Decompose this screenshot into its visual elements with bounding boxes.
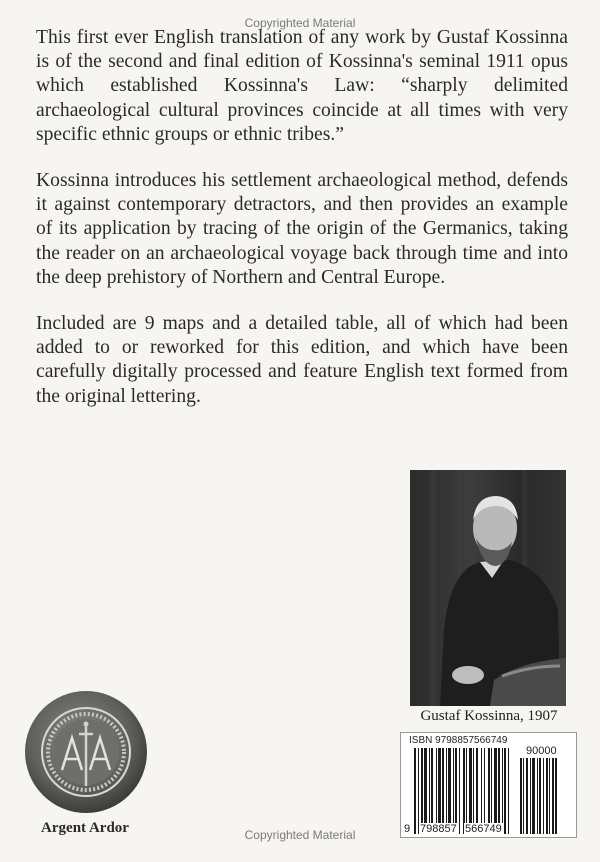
- addon-bars: [520, 758, 557, 834]
- portrait-figure-icon: [410, 470, 566, 706]
- publisher-logo: [24, 690, 148, 814]
- author-portrait: [410, 470, 566, 706]
- publisher-name: Argent Ardor: [41, 820, 129, 836]
- price-addon-code: 90000: [526, 745, 557, 757]
- copyright-watermark-bottom: Copyrighted Material: [244, 828, 356, 842]
- copyright-watermark-top: Copyrighted Material: [244, 16, 356, 30]
- portrait-photo: [410, 470, 566, 706]
- blurb-paragraph-1: This first ever English translation of any work by Gustaf Kossinna is of the second and final edition of Kossinna's seminal 1911 opus which established Kossinna's Law: “sharply delimited archaeological cultural provinces coincide at all times with very specific ethnic groups or ethnic tribes.”: [36, 27, 568, 145]
- barcode-digits-right: 566749: [465, 823, 502, 835]
- isbn-label: ISBN 9798857566749: [409, 735, 508, 746]
- barcode-digits-left: 798857: [420, 823, 457, 835]
- portrait-caption: Gustaf Kossinna, 1907: [420, 708, 558, 724]
- barcode-bars: [414, 748, 509, 834]
- isbn-barcode: [400, 732, 577, 838]
- seal-icon: [24, 690, 148, 814]
- blurb-paragraph-3: Included are 9 maps and a detailed table, all of which had been added to or reworked for this edition, and which have been carefully digitally processed and feature English text formed from the original lettering.: [36, 313, 568, 407]
- back-cover-blurb: [36, 26, 568, 431]
- blurb-paragraph-2: Kossinna introduces his settlement archaeological method, defends it against contemporary detractors, and then provides an example of its application by tracing of the origin of the Germanics, taking the reader on an archaeological voyage back through time and into the deep prehistory of Northern and Central Europe.: [36, 170, 568, 288]
- barcode-digit-lead: 9: [404, 823, 411, 835]
